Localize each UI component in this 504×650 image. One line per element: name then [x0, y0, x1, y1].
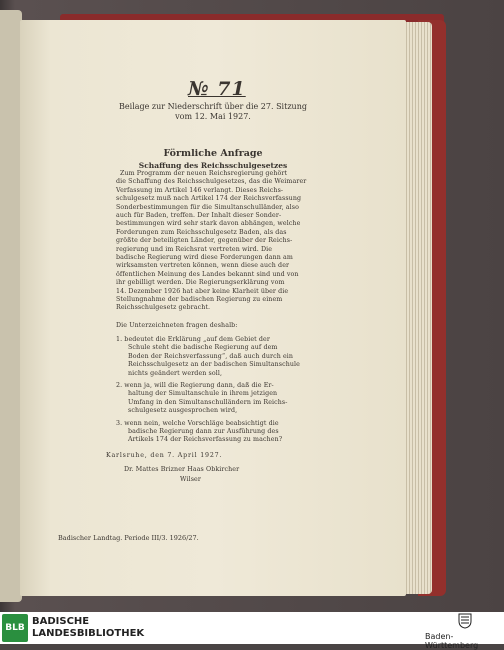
body-line: ihr gebilligt werden. Die Regierungserklärung vom: [116, 279, 285, 287]
heading: Förmliche Anfrage: [163, 148, 263, 159]
body-line: regierung und im Reichsrat vertreten wird. Die: [116, 245, 273, 253]
subheading: Schaffung des Reichsschulgesetzes: [138, 161, 288, 170]
question-item-line: schulgesetz ausgesprochen wird,: [128, 407, 238, 415]
body-line: Reichsschulgesetz gebracht.: [116, 304, 211, 312]
body-line: größte der beteiligten Länder, gegenüber der Reichs-: [116, 237, 293, 245]
body-line: Stellungnahme der badischen Regierung zu einem: [116, 296, 283, 303]
body-line: 14. Dezember 1926 hat aber keine Klarheit über die: [116, 287, 289, 295]
body-line: badische Regierung wird diese Forderungen dann am: [116, 254, 293, 261]
question-item-line: 3. wenn nein, welche Vorschläge beabsichtigt die: [116, 419, 279, 427]
question-item-line: Boden der Reichsverfassung“, daß auch durch ein: [128, 352, 294, 360]
body-line: schulgesetz muß nach Artikel 174 der Reichsverfassung: [116, 195, 302, 203]
question-item-line: Umfang in den Simultanschulländern im Reichs-: [128, 398, 288, 406]
question-item-line: Artikels 174 der Reichsverfassung zu machen?: [128, 436, 283, 444]
library-name-line-2: LANDESBIBLIOTHEK: [32, 628, 145, 639]
library-name: [32, 616, 144, 640]
body-line: Zum Programm der neuen Reichsregierung gehört: [120, 170, 288, 177]
body-line: die Schaffung des Reichsschulgesetzes, das die Weimarer: [116, 178, 307, 186]
question-item-line: badische Regierung dann zur Ausführung des: [128, 428, 279, 435]
document-number: № 71: [188, 78, 246, 100]
subtitle-line-2: vom 12. Mai 1927.: [175, 112, 251, 121]
body-line: wirksamsten vertreten können, wenn diese auch der: [116, 262, 290, 270]
question-item-line: 1. bedeutet die Erklärung „auf dem Gebiet der: [116, 336, 270, 343]
coat-of-arms-icon: [458, 613, 472, 629]
subtitle-line-1: Beilage zur Niederschrift über die 27. Sitzung: [119, 102, 307, 111]
library-name-line-1: BADISCHE: [32, 616, 90, 627]
body-line: bestimmungen wird sehr stark davon abhängen, welche: [116, 220, 301, 228]
footer-line: Badischer Landtag. Periode III/3. 1926/27.: [58, 534, 199, 542]
state-label: Baden-Württemberg: [425, 632, 479, 650]
question-item-line: Schule steht die badische Regierung auf dem: [128, 344, 278, 352]
question-item-line: haltung der Simultanschule in ihrem jetzigen: [128, 390, 278, 398]
signatures-line-2: Wilser: [180, 476, 201, 483]
body-line: Verfassung im Artikel 146 verlangt. Dieses Reichs-: [116, 186, 284, 194]
body-line: auch für Baden, treffen. Der Inhalt dieser Sonder-: [116, 212, 282, 219]
intro-line: Die Unterzeichneten fragen deshalb:: [116, 322, 238, 329]
date-line: Karlsruhe, den 7. April 1927.: [106, 452, 223, 459]
document-page: [20, 20, 406, 596]
question-item-line: Reichsschulgesetz an der badischen Simultanschule: [128, 361, 300, 369]
body-line: Forderungen zum Reichsschulgesetz Baden, als das: [116, 228, 287, 236]
body-line: Sonderbestimmungen für die Simultanschulländer, also: [116, 203, 299, 211]
signatures-line-1: Dr. Mattes Brizner Haas Obkircher: [124, 466, 240, 473]
question-item-line: nichts geändert werden soll,: [128, 369, 223, 377]
blb-logo[interactable]: BLB: [2, 614, 28, 642]
question-item-line: 2. wenn ja, will die Regierung dann, daß die Er-: [116, 382, 274, 389]
body-line: öffentlichen Meinung des Landes bekannt sind und von: [116, 270, 299, 278]
previous-page-edge: [0, 10, 22, 602]
